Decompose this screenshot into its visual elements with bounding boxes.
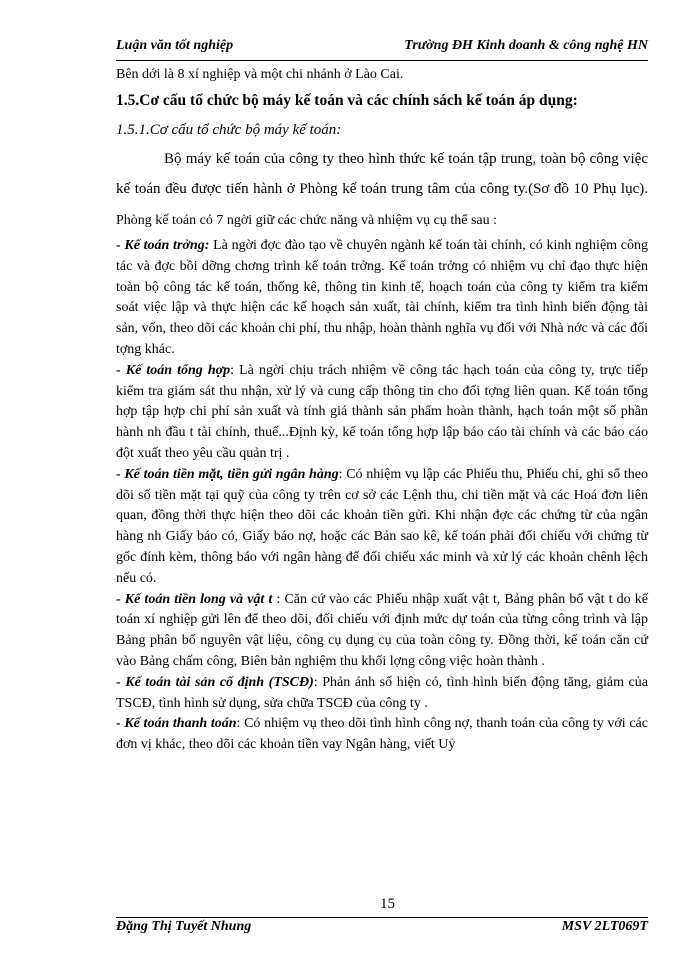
page-header	[116, 36, 648, 58]
item-fixed-assets-accountant	[116, 673, 648, 715]
header-thesis-title: Luận văn tốt nghiệp	[116, 38, 234, 53]
item-text: : Phản ánh số hiện có, tình hình biến động tăng, giảm của TSCĐ, tình hình sử dụng, sửa chữa TSCĐ của công ty .	[116, 674, 648, 711]
item-term: - Kế toán tài sản cố định (TSCĐ)	[116, 674, 314, 690]
page-content	[116, 64, 648, 756]
item-payment-accountant	[116, 714, 648, 756]
item-term: - Kế toán tiền long và vật t	[116, 591, 273, 607]
header-university: Trường ĐH Kinh doanh & công nghệ HN	[404, 38, 648, 53]
item-salary-materials-accountant	[116, 590, 648, 673]
intro-tail-text: Phòng kế toán có 7 ngời giữ các chức năng và nhiệm vụ cụ thể sau :	[116, 213, 498, 228]
item-text: : Căn cứ vào các Phiếu nhập xuất vật t, Bảng phân bổ vật t do kế toán xí nghiệp gửi lên để theo dõi, đối chiếu với định mức dự toán của từng công trình và lập Bảng phân bổ nguyên vật liệu, công cụ dụng cụ của toàn công ty. Đồng thời, kế toán căn cứ vào Bảng chấm công, Biên bản nghiệm thu khối lợng công việc hoàn thành .	[116, 591, 648, 669]
item-term: - Kế toán tiền mặt, tiền gửi ngân hàng	[116, 466, 339, 482]
intro-line: Bên dới là 8 xí nghiệp và một chi nhánh ở Lào Cai.	[116, 67, 404, 82]
item-term: - Kế toán trởng:	[116, 238, 210, 253]
item-cash-bank-accountant	[116, 465, 648, 590]
item-text: : Có nhiệm vụ theo dõi tình hình công nợ, thanh toán của công ty với các đơn vị khác, theo dõi các khoản tiền vay Ngân hàng, viết Uỷ	[116, 716, 648, 753]
section-heading-1-5: 1.5.Cơ cấu tổ chức bộ máy kế toán và các chính sách kế toán áp dụng:	[116, 92, 578, 109]
item-text: : Là ngời chịu trách nhiệm về công tác hạch toán của công ty, trực tiếp kiểm tra giám sát thu nhận, xử lý và cung cấp thông tin cho đối tợng liên quan. Kế toán tổng hợp tập hợp chi phí sản xuất và tính giá thành sản phẩm hoàn thành, hạch toán một số phần hành nh đầu t tài chính, thuế...Định kỳ, kế toán tổng hợp lập báo cáo tài chính và các báo cáo đột xuất theo yêu cầu quản trị .	[116, 362, 648, 461]
item-chief-accountant	[116, 236, 648, 361]
item-term: - Kế toán tổng hợp	[116, 362, 231, 378]
item-general-accountant	[116, 361, 648, 465]
section-heading-1-5-1: 1.5.1.Cơ cấu tổ chức bộ máy kế toán:	[116, 122, 342, 138]
item-text: Là ngời đợc đào tạo về chuyên ngành kế toán tài chính, có kinh nghiệm công tác và đợc bồi dỡng chơng trình kế toán trởng. Kế toán trởng có nhiệm vụ chỉ đạo thực hiện toàn bộ công tác kế toán, thống kê, thông tin kinh tế, hoạch toán của công ty kiểm tra kiểm soát việc lập và thực hiện các kế hoạch sản xuất, tài chính, kiểm tra tình hình biến động tài sản, vốn, theo dõi các khoản chi phí, thu nhập, hoàn thành nghĩa vụ đối với Nhà nớc và các đối tợng khác.	[116, 238, 648, 357]
footer-student-id: MSV 2LT069T	[561, 919, 648, 934]
page-footer	[116, 918, 648, 940]
page-number: 15	[380, 896, 395, 912]
item-term: - Kế toán thanh toán	[116, 716, 237, 732]
intro-paragraph	[116, 144, 648, 236]
intro-main-text: Bộ máy kế toán của công ty theo hình thức kế toán tập trung, toàn bộ công việc kế toán đều được tiến hành ở Phòng kế toán trung tâm của công ty.(Sơ đồ 10 Phụ lục).	[116, 151, 648, 197]
header-divider	[116, 60, 648, 61]
item-text: : Có nhiệm vụ lập các Phiếu thu, Phiếu chi, ghi sổ theo dõi số tiền mặt tại quỹ của công ty trên cơ sở các Lệnh thu, chi tiền mặt và các Hoá đơn liên quan, đồng thời thực hiện theo dõi các khoản tiền gửi. Khi nhận đợc các chứng từ của ngân hàng nh Giấy báo có, Giấy báo nợ, hoặc các Bản sao kê, kế toán phải đối chiếu với chứng từ gốc đính kèm, thông báo với ngân hàng để đối chiếu xác minh và xử lý các khoản chênh lệch nếu có.	[116, 466, 648, 586]
footer-author: Đặng Thị Tuyết Nhung	[116, 919, 252, 934]
